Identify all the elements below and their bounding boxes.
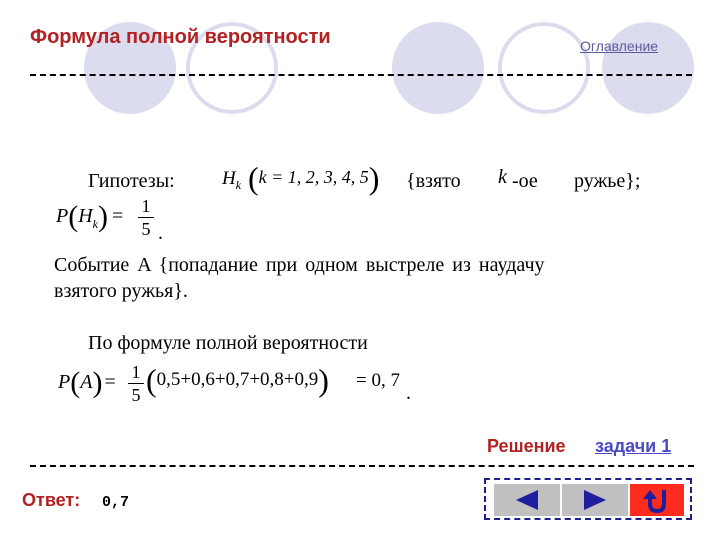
- fraction-numerator: 1: [141, 196, 151, 216]
- prob-fraction: [138, 196, 154, 239]
- eq-sign: =: [112, 205, 124, 227]
- decorative-circle-5: [602, 22, 694, 114]
- slide-title: Формула полной вероятности: [30, 26, 331, 48]
- oe-suffix: -ое: [512, 170, 538, 192]
- taken-text: {взято: [406, 170, 461, 192]
- return-arrow-icon: [630, 484, 684, 516]
- event-line-1: Событие A {попадание при одном выстреле из наудачу: [54, 254, 545, 276]
- h-subscript: k: [235, 178, 242, 192]
- k-range: (k = 1, 2, 3, 4, 5): [248, 160, 380, 196]
- formula-fraction: [128, 362, 144, 405]
- triangle-left-icon: [494, 484, 560, 516]
- prob-hypothesis-lhs: P(Hk) =: [56, 200, 124, 233]
- formula-numerator: 1: [131, 362, 141, 382]
- formula-result: = 0, 7: [356, 370, 400, 391]
- hypotheses-label: Гипотезы:: [88, 170, 175, 192]
- formula-sum: (0,5+0,6+0,7+0,8+0,9): [146, 362, 329, 398]
- formula-eq: =: [104, 371, 116, 393]
- h-subscript-2: k: [92, 217, 98, 231]
- h-letter: H: [222, 168, 236, 189]
- formula-intro: По формуле полной вероятности: [88, 332, 368, 354]
- answer-label: Ответ:: [22, 490, 81, 510]
- task-link[interactable]: задачи 1: [595, 436, 672, 456]
- return-button[interactable]: [630, 484, 684, 516]
- next-button[interactable]: [562, 484, 628, 516]
- solution-label: Решение: [487, 436, 566, 456]
- h-letter-2: H: [78, 205, 93, 227]
- fraction-denominator: 5: [141, 219, 151, 239]
- prob-dot: .: [158, 222, 163, 244]
- p-letter: P: [56, 205, 69, 227]
- toc-link[interactable]: Оглавление: [580, 38, 659, 54]
- k-range-text: k = 1, 2, 3, 4, 5: [258, 167, 369, 187]
- hypothesis-symbol: [222, 168, 241, 193]
- bottom-divider: [30, 465, 694, 467]
- formula-lhs: P(A) =: [58, 366, 116, 399]
- formula-denominator: 5: [131, 385, 141, 405]
- event-line-2: взятого ружья}.: [54, 280, 188, 302]
- p-letter-formula: P: [58, 371, 71, 393]
- answer-value: 0,7: [102, 494, 130, 511]
- decorative-circle-4: [498, 22, 590, 114]
- k-variable: k: [498, 166, 507, 188]
- formula-dot: .: [406, 382, 411, 404]
- gun-text: ружье};: [574, 170, 641, 192]
- decorative-circle-3: [392, 22, 484, 114]
- a-letter: A: [80, 371, 93, 393]
- triangle-right-icon: [562, 484, 628, 516]
- sum-terms: 0,5+0,6+0,7+0,8+0,9: [156, 369, 319, 390]
- prev-button[interactable]: [494, 484, 560, 516]
- top-divider: [30, 74, 692, 76]
